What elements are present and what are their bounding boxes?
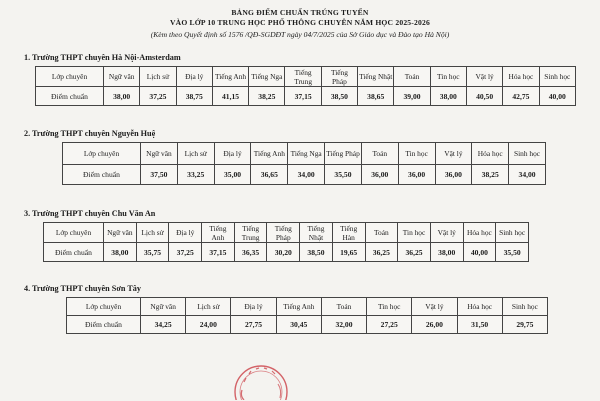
score-value-cell: 38,00 xyxy=(430,87,466,106)
subject-header-cell: Ngữ văn xyxy=(104,223,137,243)
decision-reference: (Kèm theo Quyết định số 1576 /QĐ-SGDĐT ngày 04/7/2025 của Sở Giáo dục và Đào tạo Hà Nội) xyxy=(150,30,450,39)
score-value-cell: 36,00 xyxy=(398,165,435,185)
score-value-cell: 36,00 xyxy=(435,165,472,185)
official-seal-stamp xyxy=(232,352,290,400)
score-value-cell: 32,00 xyxy=(321,316,366,334)
subject-header-cell: Địa lý xyxy=(176,67,212,87)
score-value-cell: 29,75 xyxy=(502,316,547,334)
score-value-cell: 37,15 xyxy=(285,87,321,106)
score-value-cell: 31,50 xyxy=(457,316,502,334)
subject-header-cell: Lịch sử xyxy=(177,143,214,165)
subject-header-cell: Tiếng Anh xyxy=(251,143,288,165)
subject-header-cell: Tiếng Anh xyxy=(212,67,248,87)
score-value-cell: 40,00 xyxy=(539,87,575,106)
header-label-cell: Lớp chuyên xyxy=(44,223,104,243)
subject-header-cell: Tiếng Anh xyxy=(202,223,235,243)
subject-header-cell: Vật lý xyxy=(430,223,463,243)
section-title-4: 4. Trường THPT chuyên Sơn Tây xyxy=(24,284,141,293)
section-title-1: 1. Trường THPT chuyên Hà Nội-Amsterdam xyxy=(24,53,181,62)
subject-header-cell: Tiếng Anh xyxy=(276,298,321,316)
subject-header-cell: Địa lý xyxy=(214,143,251,165)
header-label-cell: Lớp chuyên xyxy=(36,67,104,87)
score-value-cell: 38,00 xyxy=(104,87,140,106)
score-value-cell: 24,00 xyxy=(186,316,231,334)
score-value-cell: 30,45 xyxy=(276,316,321,334)
score-value-cell: 37,15 xyxy=(202,243,235,262)
score-value-cell: 36,00 xyxy=(361,165,398,185)
header-label-cell: Lớp chuyên xyxy=(63,143,141,165)
score-value-cell: 36,35 xyxy=(234,243,267,262)
subject-header-cell: Toán xyxy=(394,67,430,87)
subject-header-cell: Địa lý xyxy=(169,223,202,243)
subject-header-cell: Tiếng Nhật xyxy=(358,67,394,87)
subject-header-cell: Sinh học xyxy=(496,223,529,243)
subject-header-cell: Lịch sử xyxy=(136,223,169,243)
score-table-3 xyxy=(43,222,529,262)
score-value-cell: 36,25 xyxy=(398,243,431,262)
subject-header-cell: Lịch sử xyxy=(186,298,231,316)
score-value-cell: 35,50 xyxy=(496,243,529,262)
score-table-4 xyxy=(66,297,548,334)
subject-header-cell: Tiếng Hàn xyxy=(332,223,365,243)
score-value-cell: 36,65 xyxy=(251,165,288,185)
score-table-2 xyxy=(62,142,546,185)
subject-header-cell: Ngữ văn xyxy=(141,298,186,316)
score-value-cell: 39,00 xyxy=(394,87,430,106)
subject-header-cell: Ngữ văn xyxy=(104,67,140,87)
subject-header-cell: Tin học xyxy=(367,298,412,316)
score-table-1 xyxy=(35,66,576,106)
subject-header-cell: Toán xyxy=(321,298,366,316)
subject-header-cell: Vật lý xyxy=(435,143,472,165)
subject-header-cell: Tin học xyxy=(398,143,435,165)
section-title-2: 2. Trường THPT chuyên Nguyễn Huệ xyxy=(24,129,156,138)
score-value-cell: 34,00 xyxy=(509,165,546,185)
score-value-cell: 35,00 xyxy=(214,165,251,185)
score-value-cell: 35,75 xyxy=(136,243,169,262)
subject-header-cell: Hóa học xyxy=(457,298,502,316)
subject-header-cell: Lịch sử xyxy=(140,67,176,87)
score-value-cell: 19,65 xyxy=(332,243,365,262)
score-label-cell: Điểm chuẩn xyxy=(44,243,104,262)
score-value-cell: 34,00 xyxy=(288,165,325,185)
subject-header-cell: Vật lý xyxy=(466,67,502,87)
subject-header-cell: Hóa học xyxy=(472,143,509,165)
score-value-cell: 38,25 xyxy=(249,87,285,106)
score-value-cell: 38,50 xyxy=(321,87,357,106)
subject-header-cell: Tiếng Nhật xyxy=(300,223,333,243)
score-label-cell: Điểm chuẩn xyxy=(67,316,141,334)
score-value-cell: 38,65 xyxy=(358,87,394,106)
score-value-cell: 37,50 xyxy=(141,165,178,185)
subject-header-cell: Vật lý xyxy=(412,298,457,316)
document-subtitle-heading: VÀO LỚP 10 TRUNG HỌC PHỔ THÔNG CHUYÊN NĂM HỌC 2025-2026 xyxy=(169,18,431,27)
score-value-cell: 38,00 xyxy=(104,243,137,262)
score-value-cell: 33,25 xyxy=(177,165,214,185)
score-value-cell: 40,00 xyxy=(463,243,496,262)
subject-header-cell: Toán xyxy=(361,143,398,165)
document-title: BẢNG ĐIỂM CHUẨN TRÚNG TUYỂN xyxy=(231,8,369,17)
score-value-cell: 40,50 xyxy=(466,87,502,106)
score-value-cell: 41,15 xyxy=(212,87,248,106)
subject-header-cell: Tiếng Trung xyxy=(285,67,321,87)
subject-header-cell: Hóa học xyxy=(463,223,496,243)
subject-header-cell: Sinh học xyxy=(509,143,546,165)
score-value-cell: 38,50 xyxy=(300,243,333,262)
subject-header-cell: Tiếng Pháp xyxy=(325,143,362,165)
score-value-cell: 30,20 xyxy=(267,243,300,262)
score-value-cell: 36,25 xyxy=(365,243,398,262)
subject-header-cell: Tiếng Pháp xyxy=(267,223,300,243)
score-value-cell: 27,25 xyxy=(367,316,412,334)
score-value-cell: 38,75 xyxy=(176,87,212,106)
score-value-cell: 37,25 xyxy=(140,87,176,106)
header-label-cell: Lớp chuyên xyxy=(67,298,141,316)
score-value-cell: 37,25 xyxy=(169,243,202,262)
subject-header-cell: Sinh học xyxy=(539,67,575,87)
score-value-cell: 26,00 xyxy=(412,316,457,334)
score-value-cell: 35,50 xyxy=(325,165,362,185)
subject-header-cell: Sinh học xyxy=(502,298,547,316)
subject-header-cell: Tiếng Trung xyxy=(234,223,267,243)
score-value-cell: 27,75 xyxy=(231,316,276,334)
subject-header-cell: Địa lý xyxy=(231,298,276,316)
section-title-3: 3. Trường THPT chuyên Chu Văn An xyxy=(24,209,156,218)
score-value-cell: 38,25 xyxy=(472,165,509,185)
score-label-cell: Điểm chuẩn xyxy=(63,165,141,185)
subject-header-cell: Hóa học xyxy=(503,67,539,87)
score-label-cell: Điểm chuẩn xyxy=(36,87,104,106)
subject-header-cell: Tin học xyxy=(398,223,431,243)
subject-header-cell: Ngữ văn xyxy=(141,143,178,165)
score-value-cell: 38,00 xyxy=(430,243,463,262)
score-value-cell: 34,25 xyxy=(141,316,186,334)
subject-header-cell: Tiếng Nga xyxy=(288,143,325,165)
subject-header-cell: Toán xyxy=(365,223,398,243)
subject-header-cell: Tiếng Pháp xyxy=(321,67,357,87)
subject-header-cell: Tiếng Nga xyxy=(249,67,285,87)
score-value-cell: 42,75 xyxy=(503,87,539,106)
subject-header-cell: Tin học xyxy=(430,67,466,87)
